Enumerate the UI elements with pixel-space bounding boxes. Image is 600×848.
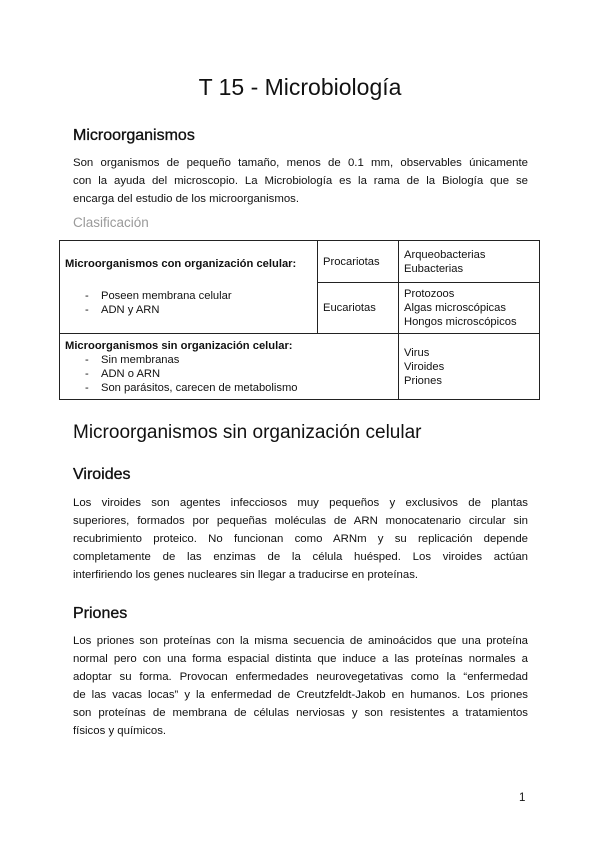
page-title: T 15 - Microbiología bbox=[198, 74, 402, 100]
list-item: - Poseen membrana celular bbox=[85, 289, 312, 303]
cell-title: Microorganismos con organización celular: bbox=[65, 258, 297, 270]
table-row bbox=[60, 334, 540, 400]
text-line: encarga del estudio de los microorganismos. bbox=[73, 193, 300, 205]
text-line: superiores, formados por pequeñas moléculas de ARN monocatenario circular sin bbox=[73, 515, 528, 527]
cell-con-organizacion bbox=[60, 241, 318, 334]
cell-eucariotas: Eucariotas bbox=[318, 283, 399, 334]
list-item: Algas microscópicas bbox=[404, 302, 506, 314]
bullet-list bbox=[65, 353, 393, 395]
list-item: - Son parásitos, carecen de metabolismo bbox=[85, 381, 393, 395]
list-item: Hongos microscópicos bbox=[404, 316, 517, 328]
list-item: Viroides bbox=[404, 360, 445, 373]
paragraph-viroides bbox=[73, 494, 528, 584]
list-item: - Sin membranas bbox=[85, 353, 393, 367]
paragraph-priones bbox=[73, 632, 528, 740]
list-item: Virus bbox=[404, 346, 430, 359]
text-line: son proteínas de membrana de células nerviosas y son resistentes a tratamientos bbox=[73, 707, 528, 719]
heading-viroides: Viroides bbox=[73, 466, 131, 483]
list-item: Eubacterias bbox=[404, 262, 464, 275]
subheading-clasificacion: Clasificación bbox=[73, 215, 149, 230]
heading-priones: Priones bbox=[73, 605, 128, 622]
list-item: - ADN y ARN bbox=[85, 303, 312, 317]
text-line: de las vacas locas” y la enfermedad de Creutzfeldt-Jakob en humanos. Los priones bbox=[73, 689, 528, 701]
page-number: 1 bbox=[519, 792, 526, 804]
heading-sin-organizacion: Microorganismos sin organización celular bbox=[73, 422, 422, 443]
text-line: Los priones son proteínas con la misma secuencia de aminoácidos que una proteína bbox=[73, 635, 528, 647]
cell-eucariotas-examples bbox=[399, 283, 540, 334]
list-item: Protozoos bbox=[404, 288, 455, 300]
bullet-list bbox=[65, 289, 312, 317]
cell-procariotas: Procariotas bbox=[318, 241, 399, 283]
paragraph-microorganismos bbox=[73, 154, 528, 208]
list-item: Arqueobacterias bbox=[404, 248, 486, 261]
classification-table bbox=[59, 240, 540, 400]
heading-microorganismos: Microorganismos bbox=[73, 127, 195, 144]
text-line: interfiriendo los genes nucleares sin llegar a traducirse en proteínas. bbox=[73, 569, 419, 581]
text-line: físicos y químicos. bbox=[73, 725, 167, 737]
text-line: completamente de las enzimas de la célula huésped. Los viroides actúan bbox=[73, 551, 528, 563]
cell-sin-organizacion bbox=[60, 334, 399, 400]
text-line: Son organismos de pequeño tamaño, menos de 0.1 mm, observables únicamente bbox=[73, 157, 528, 169]
text-line: Los viroides son agentes infecciosos muy pequeños y exclusivos de plantas bbox=[73, 497, 528, 509]
text-line: normal pero con una forma espacial distinta que induce a las proteínas normales a bbox=[73, 653, 528, 665]
cell-acelular-examples bbox=[399, 334, 540, 400]
table-row bbox=[60, 241, 540, 283]
text-line: recubrimiento proteico. No funcionan como ARNm y su replicación depende bbox=[73, 533, 528, 545]
text-line: con la ayuda del microscopio. La Microbiología es la rama de la Biología que se bbox=[73, 175, 528, 187]
cell-procariotas-examples bbox=[399, 241, 540, 283]
text-line: adoptar su forma. Provocan enfermedades neurovegetativas como la “enfermedad bbox=[73, 671, 528, 683]
list-item: - ADN o ARN bbox=[85, 367, 393, 381]
list-item: Priones bbox=[404, 374, 442, 387]
cell-title: Microorganismos sin organización celular: bbox=[65, 339, 293, 352]
